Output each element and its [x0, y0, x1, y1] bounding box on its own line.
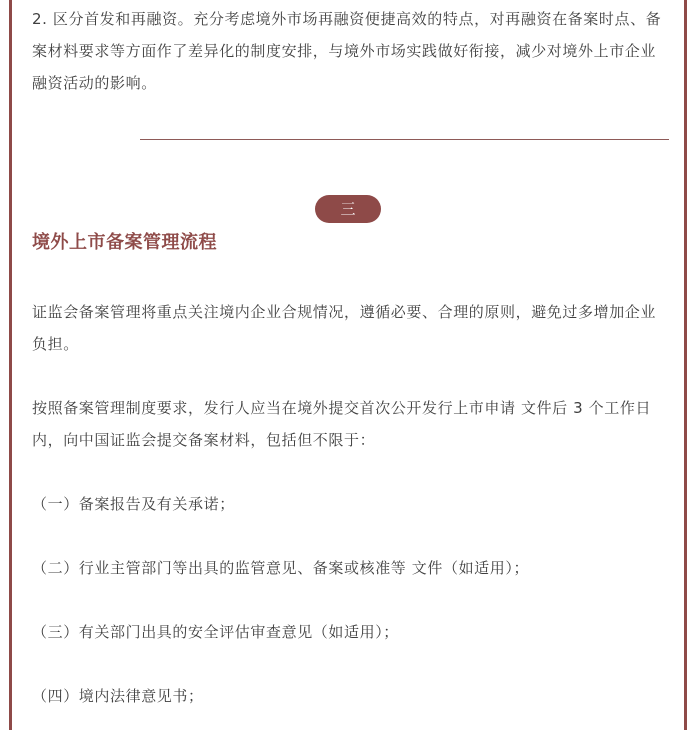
list-item: （四）境内法律意见书； — [32, 687, 204, 705]
intro-paragraph: 2. 区分首发和再融资。充分考虑境外市场再融资便捷高效的特点，对再融资在备案时点、备案材料要求等方面作了差异化的制度安排，与境外市场实践做好衔接，减少对境外上市企业融资活动的影响。 — [32, 10, 662, 92]
section-heading: 境外上市备案管理流程 — [32, 232, 217, 253]
left-border-decoration — [9, 0, 12, 730]
section-number-badge: 三 — [315, 195, 381, 223]
section-paragraph-2: 按照备案管理制度要求，发行人应当在境外提交首次公开发行上市申请 文件后 3 个工作日内，向中国证监会提交备案材料，包括但不限于： — [32, 399, 652, 449]
section-divider — [140, 139, 669, 140]
section-paragraph-1: 证监会备案管理将重点关注境内企业合规情况，遵循必要、合理的原则，避免过多增加企业负担。 — [32, 303, 657, 353]
list-item: （一）备案报告及有关承诺； — [32, 495, 235, 513]
right-border-decoration — [684, 0, 687, 730]
list-item: （三）有关部门出具的安全评估审查意见（如适用）； — [32, 623, 399, 641]
list-item: （二）行业主管部门等出具的监管意见、备案或核准等 文件（如适用）； — [32, 559, 530, 577]
